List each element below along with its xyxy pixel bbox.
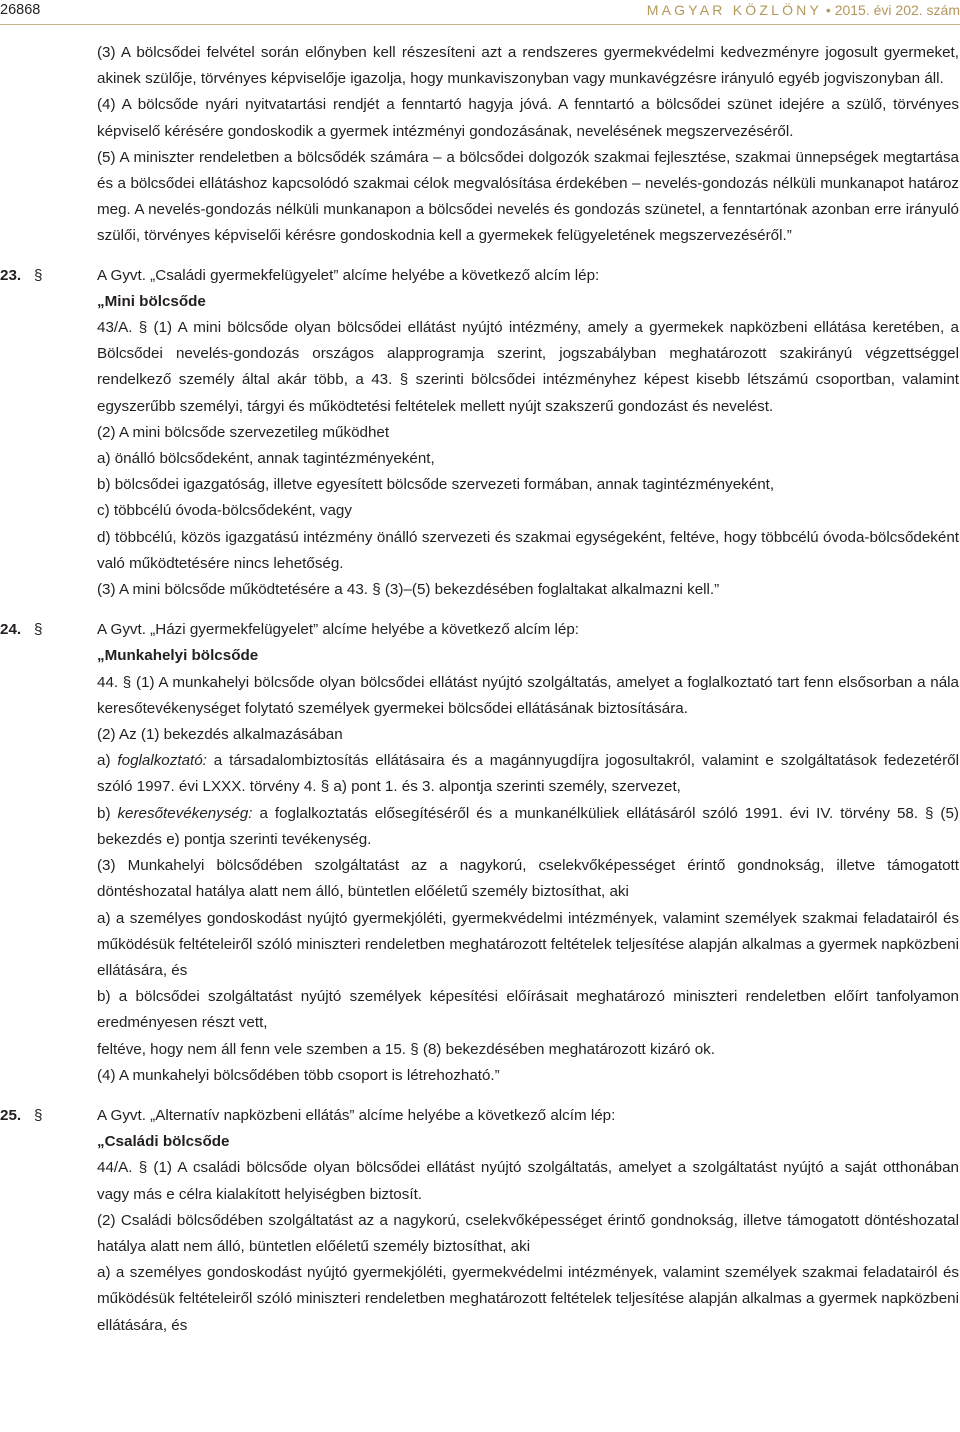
list-item: a) a személyes gondoskodást nyújtó gyermekjóléti, gyermekvédelmi intézmények, valamint személyek szakmai feladatairól és működésük feltételeiről szóló miniszteri rendeletben meghatározott feltételek teljesítése alapján alkalmas a gyermek napközbeni ellátására, és	[97, 1264, 959, 1334]
running-head	[647, 0, 960, 20]
section-lead: A Gyvt. „Családi gyermekfelügyelet” alcíme helyébe a következő alcím lép:	[97, 266, 600, 284]
list-item: c) többcélú óvoda-bölcsődeként, vagy	[97, 502, 352, 520]
list-item: d) többcélú, közös igazgatású intézmény önálló szervezeti és szakmai egységeként, feltéve, hogy többcélú óvoda-bölcsődeként való működtetésére nincs lehetőség.	[97, 528, 959, 572]
subtitle-heading: „Mini bölcsőde	[97, 292, 206, 310]
definition-item	[97, 801, 959, 853]
section-lead: A Gyvt. „Házi gyermekfelügyelet” alcíme helyébe a következő alcím lép:	[97, 621, 579, 639]
item-prefix: a)	[97, 752, 118, 770]
paragraph-intro-4: (4) A bölcsőde nyári nyitvatartási rendjét a fenntartó hagyja jóvá. A fenntartó a bölcsődei szünet idejére a szülő, törvényes képviselő kérésére gondoskodik a gyermek intézményi gondozásának, nevelésének megszervezéséről.	[97, 96, 959, 140]
section-23	[0, 263, 959, 604]
paragraph: 44. § (1) A munkahelyi bölcsőde olyan bölcsődei ellátást nyújtó szolgáltatás, amelyet a foglalkoztató tart fenn elsősorban a nála keresőtevékenységet folytató személyek gyermekei bölcsődei ellátásának biztosítására.	[97, 673, 959, 717]
paragraph: (3) Munkahelyi bölcsődében szolgáltatást az a nagykorú, cselekvőképességet érintő gondnokság, illetve támogatott döntéshozatal hatálya alatt nem álló, büntetlen előéletű személy biztosíthat, aki	[97, 857, 959, 901]
paragraph: 44/A. § (1) A családi bölcsőde olyan bölcsődei ellátást nyújtó szolgáltatás, amelyet a szolgáltatást nyújtó a saját otthonában vagy más e célra kialakított helyiségben biztosít.	[97, 1159, 959, 1203]
page-header	[0, 0, 960, 30]
list-item: a) önálló bölcsődeként, annak tagintézményeként,	[97, 450, 435, 468]
paragraph: (4) A munkahelyi bölcsődében több csoport is létrehozható.”	[97, 1066, 500, 1084]
definition-text: a foglalkoztatás elősegítéséről és a munkanélküliek ellátásáról szóló 1991. évi IV. törvény 58. § (5) bekezdés e) pontja szerinti tevékenység.	[97, 804, 959, 848]
list-item: b) bölcsődei igazgatóság, illetve egyesített bölcsőde szervezeti formában, annak tagintézményeként,	[97, 476, 775, 494]
document-body	[0, 40, 959, 1339]
defined-term: keresőtevékenység:	[117, 804, 253, 822]
paragraph: (2) Az (1) bekezdés alkalmazásában	[97, 726, 343, 744]
header-rule	[0, 24, 960, 25]
list-item: b) a bölcsődei szolgáltatást nyújtó személyek képesítési előírásait meghatározó miniszteri rendeletben előírt tanfolyamon eredményesen részt vett,	[97, 988, 959, 1032]
bullet-separator: •	[825, 2, 831, 18]
section-number: 25.	[0, 1106, 22, 1124]
definition-text: a társadalombiztosítás ellátásaira és a magánnyugdíjra jogosultakról, valamint e szolgáltatások fedezetéről szóló 1997. évi LXXX. törvény 4. § a) pont 1. és 3. alpontja szerinti személy, szervezet,	[97, 752, 959, 796]
page-number: 26868	[0, 2, 41, 18]
journal-title: MAGYAR KÖZLÖNY	[646, 2, 823, 18]
section-24	[0, 617, 959, 1089]
section-number: 23.	[0, 266, 22, 284]
paragraph: (2) A mini bölcsőde szervezetileg működhet	[97, 423, 390, 441]
paragraph: (2) Családi bölcsődében szolgáltatást az a nagykorú, cselekvőképességet érintő gondnokság, illetve támogatott döntéshozatal hatálya alatt nem álló, büntetlen előéletű személy biztosíthat, aki	[97, 1211, 959, 1255]
paragraph-intro-3: (3) A bölcsődei felvétel során előnyben kell részesíteni azt a rendszeres gyermekvédelmi kedvezményre jogosult gyermeket, akinek szülője, törvényes képviselője igazolja, hogy munkaviszonyban vagy munkavégzésre irányuló egyéb jogviszonyban áll.	[97, 44, 959, 88]
item-prefix: b)	[97, 804, 118, 822]
section-symbol: §	[34, 621, 43, 639]
section-number: 24.	[0, 621, 22, 639]
paragraph: feltéve, hogy nem áll fenn vele szemben a 15. § (8) bekezdésében meghatározott kizáró ok.	[97, 1040, 715, 1058]
section-symbol: §	[34, 1106, 43, 1124]
section-lead: A Gyvt. „Alternatív napközbeni ellátás” alcíme helyébe a következő alcím lép:	[97, 1106, 616, 1124]
definition-item	[97, 748, 959, 800]
subtitle-heading: „Munkahelyi bölcsőde	[97, 647, 259, 665]
section-25	[0, 1103, 959, 1339]
paragraph: (3) A mini bölcsőde működtetésére a 43. § (3)–(5) bekezdésében foglaltakat alkalmazni kell.”	[97, 581, 720, 599]
subtitle-heading: „Családi bölcsőde	[97, 1133, 230, 1151]
list-item: a) a személyes gondoskodást nyújtó gyermekjóléti, gyermekvédelmi intézmények, valamint személyek szakmai feladatairól és működésük feltételeiről szóló miniszteri rendeletben meghatározott feltételek teljesítése alapján alkalmas a gyermek napközbeni ellátására, és	[97, 909, 959, 979]
issue-label: 2015. évi 202. szám	[834, 2, 960, 18]
paragraph-intro-5: (5) A miniszter rendeletben a bölcsődék számára – a bölcsődei dolgozók szakmai fejlesztése, szakmai ünnepségek megtartása és a bölcsődei ellátáshoz kapcsolódó szakmai célok megvalósítása érdekében – nevelés-gondozás nélküli munkanapot határoz meg. A nevelés-gondozás nélküli munkanapon a bölcsődei nevelés és gondozás szünetel, a fenntartónak azonban erre irányuló szülői, törvényes képviselői kérésre gondoskodnia kell a gyermekek felügyeletének megszervezéséről.”	[97, 148, 959, 245]
defined-term: foglalkoztató:	[117, 752, 207, 770]
paragraph: 43/A. § (1) A mini bölcsőde olyan bölcsődei ellátást nyújtó intézmény, amely a gyermekek napközbeni ellátása keretében, a Bölcsődei nevelés-gondozás országos alapprogramja szerint, jogszabályban meghatározott szakirányú végzettséggel rendelkező személy által akár több, a 43. § szerinti bölcsődei intézményhez képest kisebb létszámú csoportban, valamint egyszerűbb személyi, tárgyi és működtetési feltételek mellett nyújt szakszerű gondozást és nevelést.	[97, 319, 959, 415]
section-symbol: §	[34, 266, 43, 284]
